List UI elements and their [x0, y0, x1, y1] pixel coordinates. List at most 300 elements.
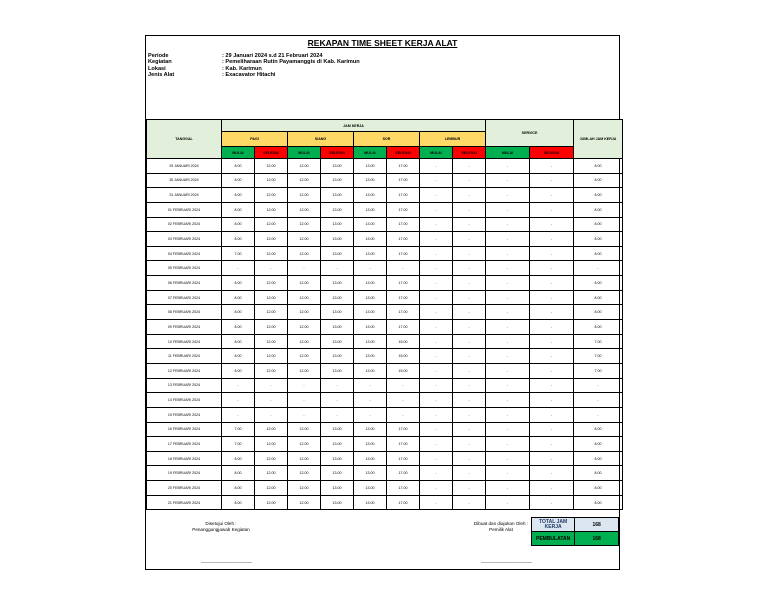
row-value-cell: - [387, 393, 420, 408]
row-value-cell: 8.00 [574, 305, 623, 320]
row-value-cell: 12.00 [255, 422, 288, 437]
row-value-cell: - [453, 363, 486, 378]
row-value-cell: - [453, 451, 486, 466]
row-value-cell: - [530, 363, 574, 378]
row-value-cell: 12.00 [255, 495, 288, 510]
row-value-cell: - [530, 466, 574, 481]
row-value-cell: 13.00 [354, 437, 387, 452]
row-value-cell: 13.00 [321, 320, 354, 335]
row-value-cell: - [486, 466, 530, 481]
info-label: Periode [148, 53, 169, 59]
row-value-cell: - [420, 495, 453, 510]
row-value-cell: - [530, 451, 574, 466]
row-value-cell: - [453, 407, 486, 422]
row-value-cell: - [420, 378, 453, 393]
row-value-cell: 12.00 [288, 495, 321, 510]
row-value-cell: - [255, 261, 288, 276]
row-value-cell: 8.00 [222, 363, 255, 378]
row-value-cell: - [486, 261, 530, 276]
row-value-cell: 17.00 [387, 320, 420, 335]
row-value-cell: 8.00 [222, 495, 255, 510]
row-value-cell: 17.00 [387, 466, 420, 481]
signature-right [466, 521, 536, 532]
row-value-cell: - [354, 378, 387, 393]
header-shift-pagi: PAGI [222, 132, 288, 147]
row-value-cell: 13.00 [354, 495, 387, 510]
row-value-cell: 13.00 [321, 202, 354, 217]
table-row [147, 188, 623, 203]
row-value-cell: 13.00 [354, 466, 387, 481]
row-value-cell: - [354, 261, 387, 276]
signature-right-line1: Dibuat dan diajukan Oleh : [473, 521, 529, 526]
row-value-cell: - [486, 276, 530, 291]
row-value-cell: 12.00 [288, 290, 321, 305]
row-value-cell: 12.00 [255, 481, 288, 496]
row-value-cell: 8.00 [222, 217, 255, 232]
row-date-cell: 31 JANUARI 2024 [147, 188, 222, 203]
row-value-cell: 7.00 [222, 437, 255, 452]
row-value-cell: 17.00 [387, 290, 420, 305]
info-label: Jenis Alat [148, 72, 175, 79]
row-value-cell: - [453, 334, 486, 349]
row-date-cell: 29 JANUARI 2024 [147, 159, 222, 174]
row-value-cell: 12.00 [288, 363, 321, 378]
table-row [147, 407, 623, 422]
row-value-cell: - [420, 451, 453, 466]
row-value-cell: 13.00 [354, 246, 387, 261]
row-value-cell: 12.00 [255, 217, 288, 232]
row-value-cell: 13.00 [354, 188, 387, 203]
table-row [147, 349, 623, 364]
row-value-cell: 12.00 [288, 349, 321, 364]
row-value-cell: 8.00 [222, 232, 255, 247]
row-value-cell: 17.00 [387, 451, 420, 466]
row-value-cell: - [255, 393, 288, 408]
row-value-cell: - [530, 202, 574, 217]
table-row [147, 173, 623, 188]
row-value-cell: 7.00 [574, 363, 623, 378]
row-value-cell: 13.00 [321, 363, 354, 378]
row-value-cell: 8.00 [574, 246, 623, 261]
row-date-cell: 11 FEBRUARI 2024 [147, 349, 222, 364]
row-date-cell: 15 FEBRUARI 2024 [147, 407, 222, 422]
row-value-cell: 8.00 [222, 466, 255, 481]
header-selesai: SELESAI [321, 147, 354, 159]
row-value-cell: 12.00 [288, 276, 321, 291]
row-value-cell: - [453, 320, 486, 335]
row-value-cell: - [420, 246, 453, 261]
table-row [147, 202, 623, 217]
row-value-cell: 8.00 [222, 159, 255, 174]
row-value-cell: - [453, 437, 486, 452]
header-tanggal: TANGGAL [147, 120, 222, 159]
row-value-cell: - [420, 276, 453, 291]
row-value-cell: - [420, 422, 453, 437]
row-value-cell: 13.00 [354, 334, 387, 349]
header-shift-sor: SOR [354, 132, 420, 147]
row-value-cell: - [486, 290, 530, 305]
table-row [147, 393, 623, 408]
row-date-cell: 13 FEBRUARI 2024 [147, 378, 222, 393]
row-value-cell: - [453, 422, 486, 437]
row-value-cell: 13.00 [321, 495, 354, 510]
info-value: : Pemeliharaan Rutin Payamanggis di Kab. Karimun [222, 59, 360, 66]
row-value-cell: 17.00 [387, 437, 420, 452]
row-date-cell: 20 FEBRUARI 2024 [147, 481, 222, 496]
row-value-cell: - [530, 246, 574, 261]
row-value-cell: - [420, 363, 453, 378]
table-row [147, 466, 623, 481]
row-value-cell: 17.00 [387, 159, 420, 174]
table-row [147, 159, 623, 174]
row-value-cell: - [486, 363, 530, 378]
row-value-cell: - [530, 159, 574, 174]
row-value-cell: - [321, 261, 354, 276]
row-value-cell: - [486, 173, 530, 188]
row-value-cell: 8.00 [574, 232, 623, 247]
row-value-cell: 8.00 [574, 290, 623, 305]
info-row-jenis-alat [148, 72, 360, 78]
row-value-cell: - [486, 393, 530, 408]
row-value-cell: 8.00 [222, 334, 255, 349]
row-value-cell: 12.00 [288, 173, 321, 188]
info-label: Kegiatan [148, 59, 172, 66]
row-value-cell: - [420, 437, 453, 452]
row-value-cell: 8.00 [574, 159, 623, 174]
row-value-cell: - [387, 407, 420, 422]
row-value-cell: 13.00 [321, 159, 354, 174]
header-mulai: MULAI [288, 147, 321, 159]
row-value-cell: 7.00 [574, 334, 623, 349]
row-value-cell: - [420, 173, 453, 188]
header-mulai: MULAI [222, 147, 255, 159]
row-value-cell: 12.00 [255, 466, 288, 481]
row-date-cell: 14 FEBRUARI 2024 [147, 393, 222, 408]
row-value-cell: - [574, 393, 623, 408]
row-value-cell: 8.00 [574, 188, 623, 203]
row-value-cell: 8.00 [574, 276, 623, 291]
row-value-cell: 12.00 [255, 305, 288, 320]
row-value-cell: - [530, 320, 574, 335]
info-block [148, 53, 360, 79]
row-value-cell: 8.00 [222, 276, 255, 291]
row-value-cell: - [530, 217, 574, 232]
row-value-cell: 12.00 [255, 276, 288, 291]
row-value-cell: - [486, 495, 530, 510]
row-value-cell: - [486, 188, 530, 203]
row-value-cell: - [530, 290, 574, 305]
row-value-cell: - [288, 407, 321, 422]
row-value-cell: - [486, 305, 530, 320]
row-value-cell: - [420, 334, 453, 349]
row-value-cell: 12.00 [288, 481, 321, 496]
row-value-cell: 17.00 [387, 173, 420, 188]
row-value-cell: - [420, 188, 453, 203]
totals-block [531, 517, 619, 546]
row-date-cell: 30 JANUARI 2024 [147, 173, 222, 188]
info-value: : Exacavator Hitachi [222, 72, 276, 79]
row-value-cell: - [453, 466, 486, 481]
row-value-cell: - [574, 407, 623, 422]
header-service-mulai: MULAI [486, 147, 530, 159]
row-value-cell: - [486, 159, 530, 174]
row-value-cell: 8.00 [574, 495, 623, 510]
row-value-cell: - [486, 349, 530, 364]
row-value-cell: - [530, 349, 574, 364]
row-value-cell: 17.00 [387, 422, 420, 437]
row-value-cell: - [574, 261, 623, 276]
row-date-cell: 19 FEBRUARI 2024 [147, 466, 222, 481]
row-value-cell: 13.00 [321, 334, 354, 349]
table-row [147, 261, 623, 276]
row-value-cell: 8.00 [222, 188, 255, 203]
row-value-cell: 12.00 [255, 246, 288, 261]
row-value-cell: 13.00 [354, 349, 387, 364]
row-value-cell: 8.00 [222, 349, 255, 364]
row-value-cell: 12.00 [255, 173, 288, 188]
row-value-cell: - [222, 261, 255, 276]
row-value-cell: 13.00 [321, 305, 354, 320]
row-value-cell: 13.00 [354, 320, 387, 335]
row-value-cell: - [453, 261, 486, 276]
row-value-cell: 8.00 [574, 320, 623, 335]
row-value-cell: 12.00 [288, 232, 321, 247]
row-value-cell: 17.00 [387, 217, 420, 232]
row-value-cell: - [530, 495, 574, 510]
row-value-cell: - [486, 437, 530, 452]
row-value-cell: 12.00 [255, 159, 288, 174]
row-date-cell: 21 FEBRUARI 2024 [147, 495, 222, 510]
row-value-cell: - [486, 232, 530, 247]
row-value-cell: - [453, 159, 486, 174]
row-value-cell: 13.00 [321, 246, 354, 261]
row-value-cell: - [530, 188, 574, 203]
row-value-cell: - [486, 334, 530, 349]
signature-right-name: ____________________ [481, 558, 533, 563]
row-value-cell: 8.00 [222, 290, 255, 305]
row-value-cell: - [420, 393, 453, 408]
row-value-cell: 8.00 [222, 173, 255, 188]
row-value-cell: 12.00 [255, 363, 288, 378]
row-value-cell: 7.00 [222, 422, 255, 437]
row-value-cell: - [420, 407, 453, 422]
row-value-cell: 8.00 [222, 320, 255, 335]
row-value-cell: 17.00 [387, 202, 420, 217]
row-value-cell: - [453, 173, 486, 188]
row-value-cell: 12.00 [255, 232, 288, 247]
header-jumlah: JUMLAH JAM KERJA [574, 120, 623, 159]
row-value-cell: 12.00 [255, 349, 288, 364]
row-value-cell: 13.00 [321, 232, 354, 247]
row-value-cell: - [453, 481, 486, 496]
signature-right-line2: Pemilik Alat [489, 526, 513, 532]
row-value-cell: - [420, 232, 453, 247]
row-value-cell: 12.00 [255, 188, 288, 203]
header-service: SERVICE [486, 120, 574, 147]
row-value-cell: - [222, 378, 255, 393]
table-row [147, 363, 623, 378]
row-value-cell: - [453, 290, 486, 305]
row-value-cell: 8.00 [574, 466, 623, 481]
row-value-cell: 12.00 [288, 202, 321, 217]
header-shift-lembur: LEMBUR [420, 132, 486, 147]
row-value-cell: 12.00 [288, 246, 321, 261]
row-value-cell: - [222, 393, 255, 408]
row-value-cell: - [453, 276, 486, 291]
row-value-cell: 15.00 [387, 349, 420, 364]
row-value-cell: - [453, 393, 486, 408]
row-date-cell: 05 FEBRUARI 2024 [147, 261, 222, 276]
row-value-cell: - [453, 232, 486, 247]
row-value-cell: - [486, 246, 530, 261]
table-row [147, 320, 623, 335]
row-value-cell: - [453, 349, 486, 364]
row-value-cell: - [530, 393, 574, 408]
row-value-cell: - [420, 290, 453, 305]
header-mulai: MULAI [420, 147, 453, 159]
row-value-cell: 12.00 [288, 188, 321, 203]
table-row [147, 451, 623, 466]
row-value-cell: 17.00 [387, 305, 420, 320]
row-value-cell: 13.00 [321, 349, 354, 364]
row-value-cell: - [486, 320, 530, 335]
header-service-selesai: SELESAI [530, 147, 574, 159]
row-value-cell: 13.00 [321, 437, 354, 452]
row-value-cell: 13.00 [321, 451, 354, 466]
info-value: : Kab. Karimun [222, 65, 262, 72]
row-value-cell: 8.00 [574, 451, 623, 466]
row-value-cell: - [530, 407, 574, 422]
row-value-cell: - [453, 217, 486, 232]
header-selesai: SELESAI [453, 147, 486, 159]
row-value-cell: - [486, 422, 530, 437]
row-value-cell: 12.00 [288, 217, 321, 232]
total-value: 168 [575, 518, 619, 532]
header-selesai: SELESAI [255, 147, 288, 159]
row-value-cell: - [255, 407, 288, 422]
pembulatan-label: PEMBULATAN [532, 532, 575, 546]
row-value-cell: - [288, 261, 321, 276]
header-jam-kerja: JAM KERJA [222, 120, 486, 132]
row-date-cell: 18 FEBRUARI 2024 [147, 451, 222, 466]
row-value-cell: 7.00 [222, 246, 255, 261]
row-value-cell: - [486, 451, 530, 466]
row-value-cell: 17.00 [387, 246, 420, 261]
row-value-cell: - [387, 261, 420, 276]
row-value-cell: - [453, 202, 486, 217]
row-value-cell: - [288, 393, 321, 408]
signature-left [186, 521, 256, 532]
table-row [147, 232, 623, 247]
row-value-cell: 13.00 [354, 451, 387, 466]
row-value-cell: - [486, 407, 530, 422]
row-value-cell: - [453, 246, 486, 261]
table-row [147, 334, 623, 349]
row-value-cell: - [420, 349, 453, 364]
row-value-cell: 13.00 [354, 290, 387, 305]
row-date-cell: 02 FEBRUARI 2024 [147, 217, 222, 232]
row-value-cell: - [222, 407, 255, 422]
row-date-cell: 08 FEBRUARI 2024 [147, 305, 222, 320]
row-value-cell: - [530, 261, 574, 276]
table-row [147, 305, 623, 320]
row-value-cell: 8.00 [222, 305, 255, 320]
timesheet-page [145, 35, 620, 570]
row-value-cell: 7.00 [574, 349, 623, 364]
row-value-cell: 13.00 [354, 422, 387, 437]
row-value-cell: - [574, 378, 623, 393]
row-value-cell: 12.00 [288, 451, 321, 466]
row-value-cell: 12.00 [288, 305, 321, 320]
row-value-cell: - [453, 495, 486, 510]
row-value-cell: - [486, 378, 530, 393]
table-row [147, 217, 623, 232]
row-value-cell: 13.00 [321, 276, 354, 291]
row-value-cell: 13.00 [354, 363, 387, 378]
row-value-cell: 13.00 [354, 305, 387, 320]
row-value-cell: 12.00 [255, 290, 288, 305]
row-value-cell: 12.00 [288, 159, 321, 174]
row-value-cell: 13.00 [321, 217, 354, 232]
row-value-cell: - [354, 393, 387, 408]
signature-left-line2: Penanggungjawab Kegiatan [192, 526, 250, 532]
timesheet-body [147, 159, 623, 510]
row-value-cell: 8.00 [574, 217, 623, 232]
row-value-cell: 13.00 [321, 188, 354, 203]
row-value-cell: 8.00 [574, 481, 623, 496]
row-value-cell: - [530, 232, 574, 247]
header-mulai: MULAI [354, 147, 387, 159]
pembulatan-value: 168 [575, 532, 619, 546]
row-value-cell: - [420, 466, 453, 481]
row-date-cell: 12 FEBRUARI 2024 [147, 363, 222, 378]
row-value-cell: - [255, 378, 288, 393]
row-value-cell: 17.00 [387, 276, 420, 291]
row-date-cell: 01 FEBRUARI 2024 [147, 202, 222, 217]
row-value-cell: 12.00 [255, 202, 288, 217]
row-date-cell: 07 FEBRUARI 2024 [147, 290, 222, 305]
row-value-cell: - [530, 276, 574, 291]
row-value-cell: 8.00 [574, 173, 623, 188]
row-value-cell: 13.00 [354, 173, 387, 188]
table-row [147, 437, 623, 452]
row-value-cell: 8.00 [574, 202, 623, 217]
row-value-cell: 13.00 [354, 217, 387, 232]
page-title: REKAPAN TIME SHEET KERJA ALAT [307, 38, 458, 48]
row-value-cell: - [530, 437, 574, 452]
header-selesai: SELESAI [387, 147, 420, 159]
row-value-cell: - [530, 334, 574, 349]
table-row [147, 246, 623, 261]
row-value-cell: 8.00 [574, 422, 623, 437]
timesheet-table [146, 119, 623, 510]
row-value-cell: - [420, 202, 453, 217]
row-value-cell: - [486, 481, 530, 496]
table-row [147, 495, 623, 510]
row-value-cell: 8.00 [222, 481, 255, 496]
row-value-cell: - [420, 217, 453, 232]
row-value-cell: 12.00 [288, 320, 321, 335]
row-value-cell: - [530, 481, 574, 496]
row-value-cell: 13.00 [321, 173, 354, 188]
row-value-cell: 12.00 [288, 334, 321, 349]
row-value-cell: - [420, 159, 453, 174]
row-value-cell: - [321, 378, 354, 393]
row-value-cell: 12.00 [288, 437, 321, 452]
total-label: TOTAL JAM KERJA [532, 518, 575, 532]
row-value-cell: 13.00 [321, 481, 354, 496]
row-value-cell: 15.00 [387, 334, 420, 349]
